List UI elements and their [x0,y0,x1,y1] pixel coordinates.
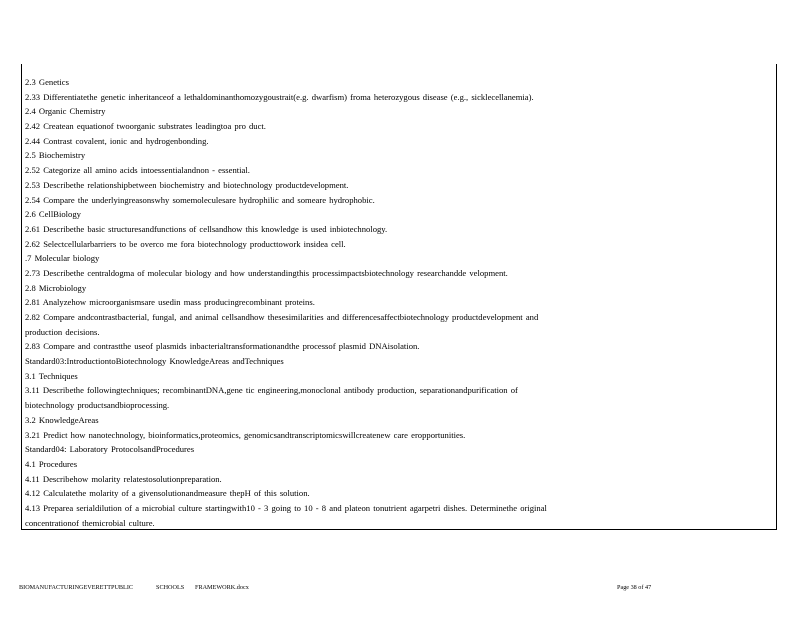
text-line: 2.83 Compare and contrastthe useof plasmids inbacterialtransformationandthe processof plasmid DNAisolation. [25,341,420,352]
text-line: 4.12 Calculatethe molarity of a givensolutionandmeasure thepH of this solution. [25,488,310,499]
footer-page-number: Page 38 of 47 [617,584,652,591]
text-line: 2.62 Selectcellularbarriers to be overco me fora biotechnology producttowork insidea cell. [25,238,346,249]
text-line: production decisions. [25,326,100,337]
text-line: 4.1 Procedures [25,458,78,469]
text-line: 2.82 Compare andcontrastbacterial, fungal, and animal cellsandhow thesesimilarities and differencesaffectbiotechnology productdevelopment and [25,312,539,322]
text-line: 2.73 Describethe centraldogma of molecular biology and how understandingthis processimpactsbiotechnology researchandde velopment. [25,267,508,278]
text-line: Standard03:IntroductiontoBiotechnology KnowledgeAreas andTechniques [25,356,284,367]
text-line: 3.2 KnowledgeAreas [25,414,99,425]
text-line: 2.81 Analyzehow microorganismsare usedin mass producingrecombinant proteins. [25,297,315,308]
text-line: Standard04: Laboratory ProtocolsandProcedures [25,444,195,455]
text-line: 2.53 Describethe relationshipbetween biochemistry and biotechnology productdevelopment. [25,179,349,190]
text-line: 3.21 Predict how nanotechnology, bioinformatics,proteomics, genomicsandtranscriptomicswillcreatenew care eropportunities. [25,429,466,440]
text-line: 2.54 Compare the underlyingreasonswhy somemoleculesare hydrophilic and someare hydrophobic. [25,194,375,205]
text-line: 2.44 Contrast covalent, ionic and hydrogenbonding. [25,135,209,146]
text-line: 2.52 Categorize all amino acids intoessentialandnon - essential. [25,165,250,176]
footer-document-name-part: SCHOOLS [156,584,185,591]
text-line: biotechnology productsandbioprocessing. [25,400,170,411]
text-line: 3.1 Techniques [25,370,78,381]
footer-document-name: BIOMANUFACTURINGEVERETTPUBLIC [19,584,134,591]
footer-file-name: FRAMEWORK.docx [195,584,249,591]
text-line: 2.4 Organic Chemistry [25,106,106,117]
text-line: 2.42 Createan equationof twoorganic substrates leadingtoa pro duct. [25,121,266,132]
text-line: 2.3 Genetics [25,77,69,87]
text-line: 2.8 Microbiology [25,282,87,293]
text-line: 2.33 Differentiatethe genetic inheritanceof a lethaldominanthomozygoustrait(e.g. dwarfism) froma heterozygous disease (e.g., sicklecellanemia). [25,91,534,102]
text-line: 4.11 Describehow molarity relatestosolutionpreparation. [25,473,222,484]
text-line: 3.11 Describethe followingtechniques; recombinantDNA,gene tic engineering,monoclonal antibody production, separationandpurification of [25,385,518,396]
text-line: .7 Molecular biology [25,253,100,264]
text-line: 2.61 Describethe basic structuresandfunctions of cellsandhow this knowledge is used inbiotechnology. [25,223,388,234]
text-line: 2.6 CellBiology [25,209,81,220]
text-line: concentrationof themicrobial culture. [25,517,155,528]
text-line: 4.13 Preparea serialdilution of a microbial culture startingwith10 - 3 going to 10 - 8 and plateon tonutrient agarpetri dishes. Determinethe original [25,502,547,513]
text-line: 2.5 Biochemistry [25,150,86,161]
document-body [25,75,765,530]
